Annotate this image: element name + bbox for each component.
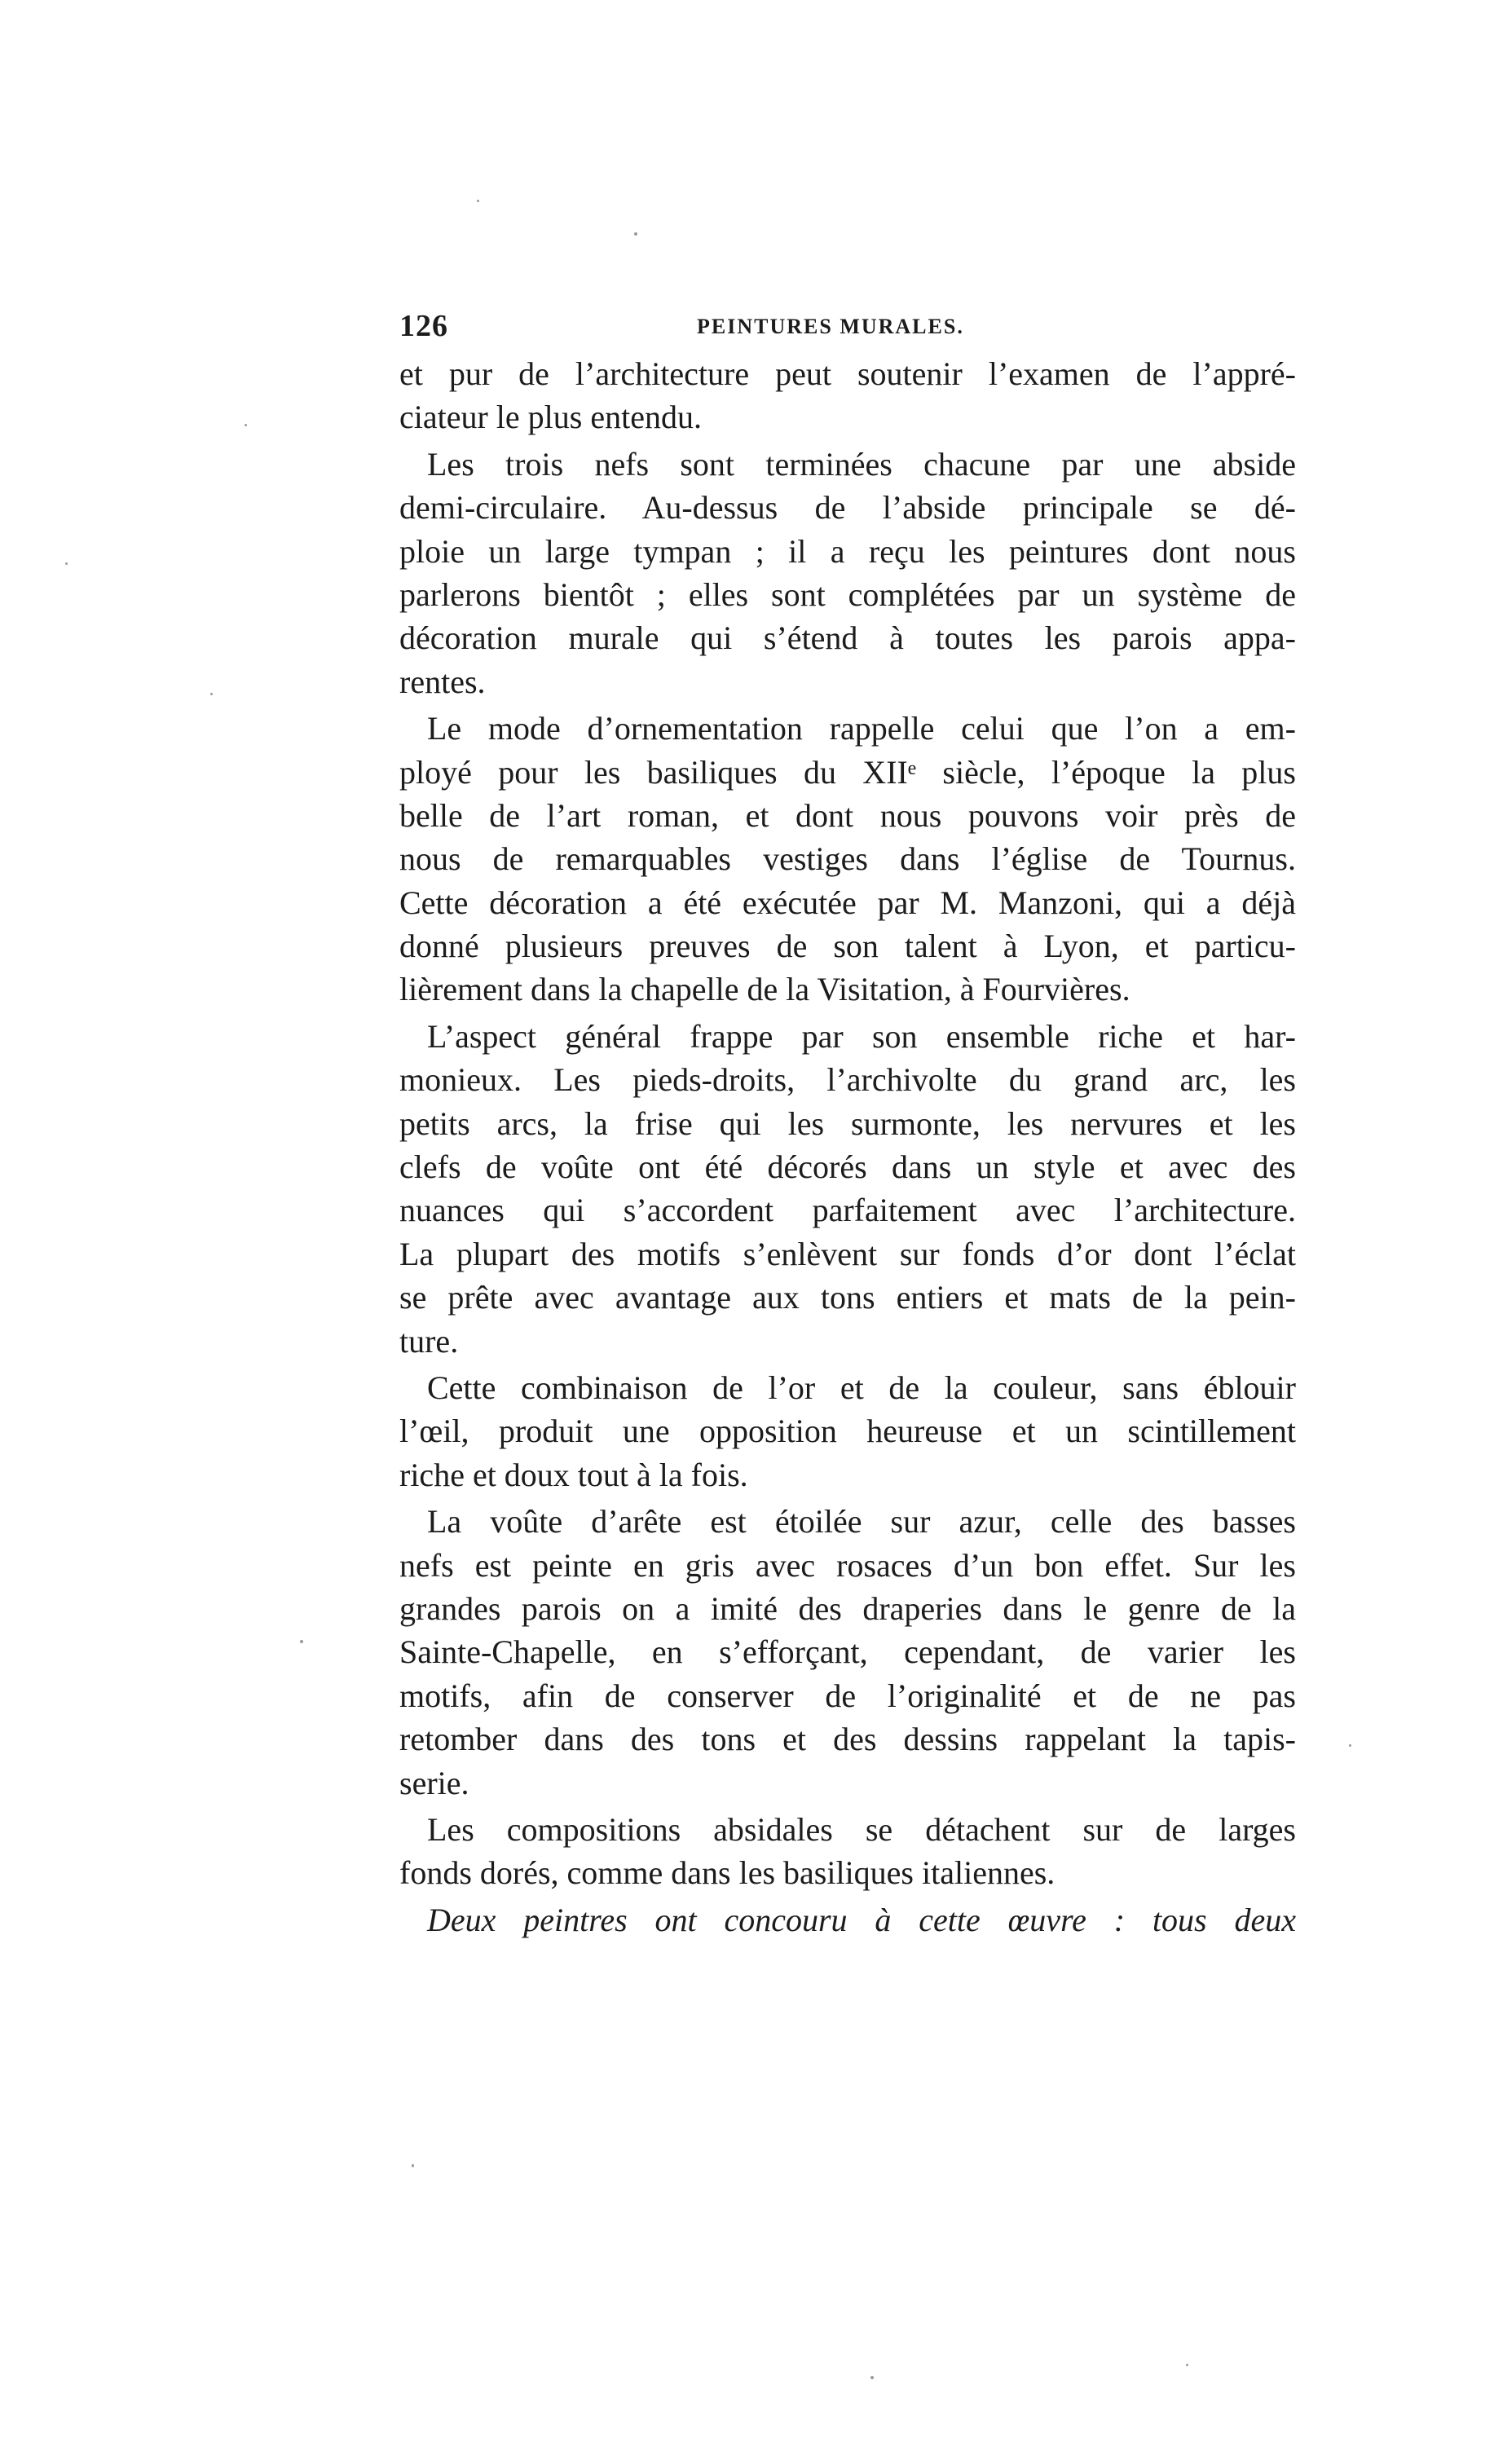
text-line: donné plusieurs preuves de son talent à Lyon, et particu- <box>399 928 1296 965</box>
text-line: grandes parois on a imité des draperies dans le genre de la <box>399 1589 1296 1627</box>
paragraph-1 <box>399 352 1296 439</box>
text-line: Sainte-Chapelle, en s’efforçant, cependant, de varier les <box>399 1633 1296 1671</box>
text-line: nous de remarquables vestiges dans l’église de Tournus. <box>399 840 1296 878</box>
body-text <box>399 352 1296 1942</box>
text-line: lièrement dans la chapelle de la Visitation, à Fourvières. <box>399 971 1130 1008</box>
text-line: décoration murale qui s’étend à toutes les parois appa- <box>399 619 1296 657</box>
text-line: ployé pour les basiliques du XIIᵉ siècle, l’époque la plus <box>399 753 1296 791</box>
paragraph-3 <box>399 707 1296 1012</box>
text-line: parlerons bientôt ; elles sont complétées par un système de <box>399 575 1296 613</box>
scan-speck <box>634 232 637 236</box>
scan-speck <box>245 424 247 426</box>
text-line: demi-circulaire. Au-dessus de l’abside principale se dé- <box>399 489 1296 527</box>
text-line: Les compositions absidales se détachent sur de larges <box>427 1810 1296 1848</box>
text-line: se prête avec avantage aux tons entiers et mats de la pein- <box>399 1279 1296 1316</box>
paragraph-2 <box>399 443 1296 703</box>
text-line: riche et doux tout à la fois. <box>399 1456 748 1493</box>
paragraph-5 <box>399 1366 1296 1496</box>
text-line: Le mode d’ornementation rappelle celui que l’on a em- <box>427 710 1296 747</box>
paragraph-7 <box>399 1808 1296 1895</box>
scan-speck <box>1349 1744 1351 1747</box>
text-line: serie. <box>399 1764 469 1801</box>
scan-speck <box>870 2376 874 2379</box>
text-line: fonds dorés, comme dans les basiliques italiennes. <box>399 1854 1055 1892</box>
scan-speck <box>412 2164 414 2167</box>
paragraph-8 <box>399 1898 1296 1942</box>
paragraph-6 <box>399 1500 1296 1805</box>
scan-speck <box>300 1640 303 1643</box>
text-line: ture. <box>399 1322 459 1360</box>
text-line: retomber dans des tons et des dessins rappelant la tapis- <box>399 1721 1296 1758</box>
text-line: et pur de l’architecture peut soutenir l’examen de l’appré- <box>399 355 1296 392</box>
text-line: ploie un large tympan ; il a reçu les peintures dont nous <box>399 532 1296 570</box>
scan-speck <box>477 200 479 202</box>
running-title: PEINTURES MURALES. <box>697 315 964 338</box>
text-line: monieux. Les pieds-droits, l’archivolte du grand arc, les <box>399 1061 1296 1099</box>
running-head <box>399 308 1296 349</box>
text-line: Cette combinaison de l’or et de la couleur, sans éblouir <box>427 1369 1296 1406</box>
scan-speck <box>210 693 213 695</box>
text-line: clefs de voûte ont été décorés dans un style et avec des <box>399 1148 1296 1186</box>
text-line: ciateur le plus entendu. <box>399 399 702 436</box>
text-line: l’œil, produit une opposition heureuse et un scintillement <box>399 1413 1296 1450</box>
text-line: motifs, afin de conserver de l’originalité et de ne pas <box>399 1677 1296 1714</box>
text-line: Cette décoration a été exécutée par M. Manzoni, qui a déjà <box>399 884 1296 921</box>
text-line: Deux peintres ont concouru à cette œuvre : tous deux <box>427 1901 1296 1938</box>
text-line: nefs est peinte en gris avec rosaces d’un bon effet. Sur les <box>399 1546 1296 1584</box>
text-line: La plupart des motifs s’enlèvent sur fonds d’or dont l’éclat <box>399 1235 1296 1272</box>
scan-speck <box>65 562 68 565</box>
text-line: nuances qui s’accordent parfaitement avec l’architecture. <box>399 1192 1296 1229</box>
text-line: belle de l’art roman, et dont nous pouvons voir près de <box>399 796 1296 834</box>
text-line: Les trois nefs sont terminées chacune par une abside <box>427 445 1296 483</box>
text-line: petits arcs, la frise qui les surmonte, les nervures et les <box>399 1104 1296 1142</box>
text-line: La voûte d’arête est étoilée sur azur, celle des basses <box>427 1503 1296 1541</box>
text-line: rentes. <box>399 663 486 700</box>
scan-speck <box>1186 2364 1188 2366</box>
text-line: L’aspect général frappe par son ensemble riche et har- <box>427 1017 1296 1055</box>
page-number: 126 <box>399 309 448 343</box>
paragraph-4 <box>399 1015 1296 1363</box>
